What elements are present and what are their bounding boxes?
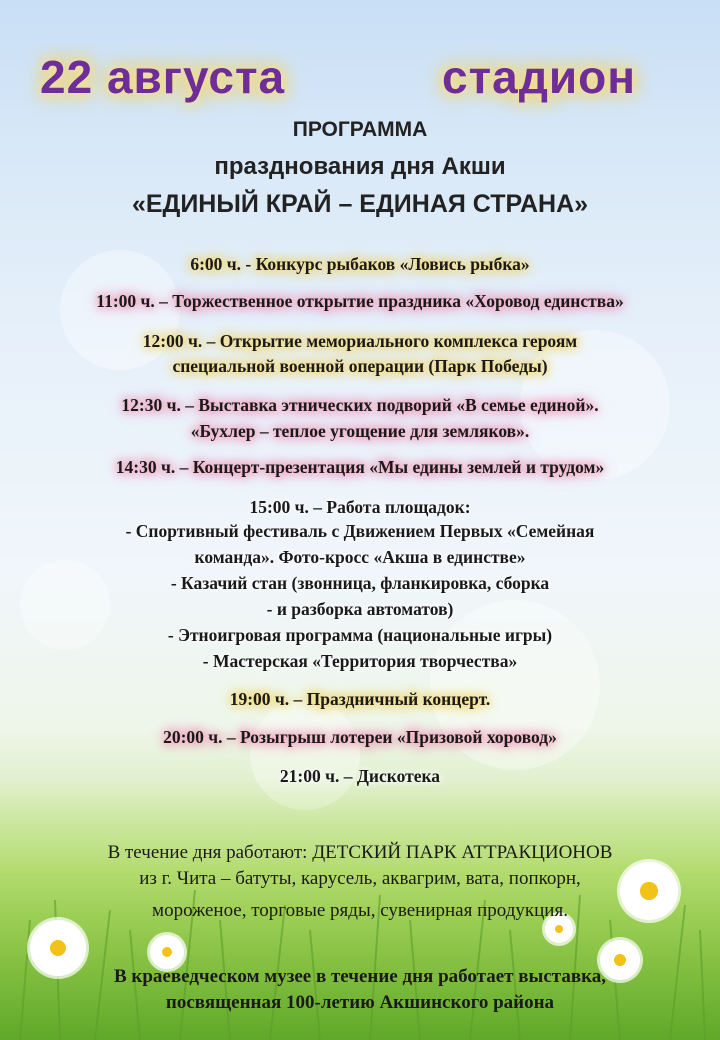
schedule-subitem: - Спортивный фестиваль с Движением Первых «Семейная [125, 521, 595, 541]
schedule-item: 19:00 ч. – Праздничный концерт. [229, 689, 491, 709]
schedule-item: «Бухлер – теплое угощение для земляков». [190, 421, 530, 441]
schedule-subitem: команда». Фото-кросс «Акша в единстве» [194, 547, 526, 567]
schedule-subitem: - Этноигровая программа (национальные игры) [167, 625, 553, 645]
museum-note: посвященная 100-летию Акшинского района [165, 992, 555, 1013]
info-text: мороженое, торговые ряды, сувенирная продукция. [152, 900, 568, 921]
event-place: стадион [442, 51, 637, 103]
schedule-item: 15:00 ч. – Работа площадок: [249, 497, 471, 517]
program-motto: «ЕДИНЫЙ КРАЙ – ЕДИНАЯ СТРАНА» [131, 190, 589, 218]
schedule-subitem: - Мастерская «Территория творчества» [202, 651, 518, 671]
schedule-subitem: - и разборка автоматов) [266, 599, 454, 619]
info-text: В течение дня работают: ДЕТСКИЙ ПАРК АТТРАКЦИОНОВ [107, 842, 613, 863]
event-date: 22 августа [40, 51, 286, 103]
program-title: ПРОГРАММА [292, 118, 428, 141]
schedule-item: 12:30 ч. – Выставка этнических подворий «В семье единой». [121, 395, 599, 415]
schedule-item: 21:00 ч. – Дискотека [279, 766, 441, 786]
schedule-item: 11:00 ч. – Торжественное открытие праздника «Хоровод единства» [96, 291, 624, 311]
schedule-item: 6:00 ч. - Конкурс рыбаков «Ловись рыбка» [190, 254, 530, 274]
schedule-subitem: - Казачий стан (звонница, фланкировка, сборка [170, 573, 550, 593]
schedule-item: 12:00 ч. – Открытие мемориального комплекса героям [142, 331, 578, 351]
info-text: из г. Чита – батуты, карусель, аквагрим, вата, попкорн, [139, 868, 581, 889]
program-subtitle: празднования дня Акши [214, 153, 506, 180]
schedule-item: 14:30 ч. – Концерт-презентация «Мы едины землей и трудом» [115, 457, 605, 477]
schedule-item: 20:00 ч. – Розыгрыш лотереи «Призовой хоровод» [163, 727, 557, 747]
museum-note: В краеведческом музее в течение дня работает выставка, [114, 966, 606, 987]
schedule-item: специальной военной операции (Парк Победы) [172, 356, 548, 376]
